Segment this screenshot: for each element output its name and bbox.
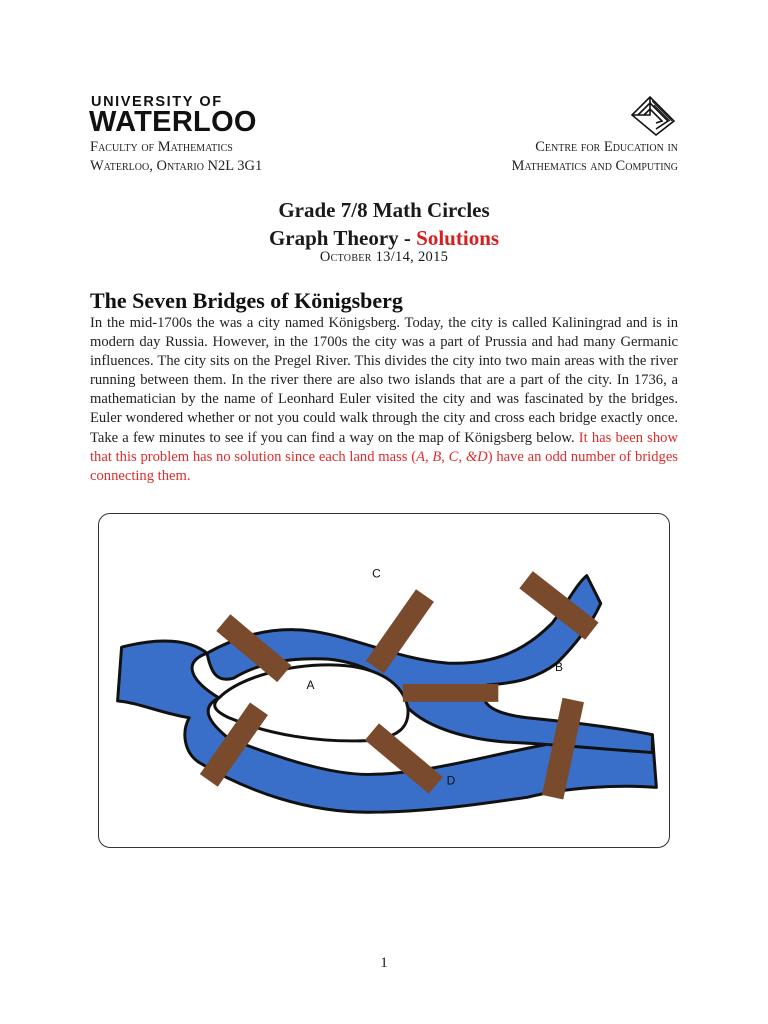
bridge-4	[403, 684, 498, 702]
label-b: B	[554, 660, 563, 675]
faculty-address	[90, 138, 262, 176]
faculty-line: Faculty of Mathematics	[90, 139, 233, 155]
subtitle-prefix: Graph Theory -	[268, 226, 417, 250]
cemc-logo-icon	[628, 93, 678, 137]
centre-line-2: Mathematics and Computing	[511, 158, 678, 174]
page-number: 1	[380, 955, 388, 971]
document-title: Grade 7/8 Math Circles	[278, 198, 490, 222]
section-paragraph	[90, 314, 678, 486]
address-line: Waterloo, Ontario N2L 3G1	[90, 158, 263, 174]
centre-name	[512, 138, 678, 176]
label-a: A	[306, 677, 315, 692]
document-date: October 13/14, 2015	[319, 249, 449, 265]
centre-line-1: Centre for Education in	[535, 139, 678, 155]
konigsberg-map	[99, 514, 669, 847]
paragraph-text: In the mid-1700s the was a city named Königsberg. Today, the city is called Kaliningrad and is in modern day Russia. However, in the 1700s the city was a part of Prussia and had many Germanic influences. The city sits on the Pregel River. This divides the city into two main areas with the river running between them. In the river there are also two islands that are a part of the city. In 1736, a mathematician by the name of Leonhard Euler visited the city and was fascinated by the bridges. Euler wondered whether or not you could walk through the city and cross each bridge exactly once. Take a few minutes to see if you can find a way on the map of Königsberg below.	[90, 315, 678, 446]
konigsberg-map-figure	[98, 513, 670, 848]
solution-part-2: ) have an odd number of bridges connecting them.	[90, 448, 678, 484]
label-d: D	[446, 773, 456, 788]
subtitle-highlight: Solutions	[416, 226, 500, 250]
university-logo-bottom: WATERLOO	[89, 106, 257, 138]
document-subtitle	[0, 226, 768, 251]
section-heading: The Seven Bridges of Königsberg	[90, 288, 403, 313]
university-logo-top: UNIVERSITY OF	[91, 94, 223, 110]
land-mass-list: A, B, C, &D	[416, 448, 488, 465]
label-c: C	[372, 566, 381, 581]
solution-part-1: It has been show that this problem has no solution since each land mass (	[90, 429, 678, 465]
